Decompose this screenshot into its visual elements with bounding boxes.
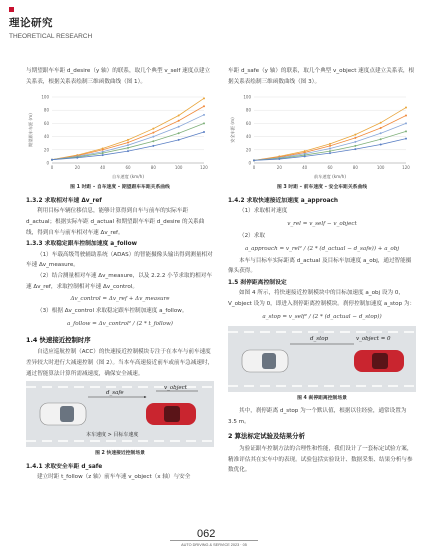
x-tick-label: 60 bbox=[125, 165, 131, 171]
paragraph: （3）根据 Δv_control 求取稳定跟车控制加速度 a_follow。 bbox=[37, 308, 188, 315]
label-v-object-zero: v_object = 0 bbox=[356, 335, 391, 342]
data-point bbox=[354, 145, 356, 147]
paragraph: 本车与目标车实际距离 d_actual 及目标车加速度 a_obj，通过智能摄像头获得。 bbox=[228, 257, 412, 275]
target-vehicle bbox=[146, 403, 196, 425]
data-point bbox=[127, 139, 129, 141]
equation bbox=[228, 217, 416, 231]
data-point bbox=[329, 143, 331, 145]
data-point bbox=[329, 145, 331, 147]
label-d-stop: d_stop bbox=[310, 335, 329, 342]
chart-3 bbox=[228, 89, 416, 181]
equation-text: Δv_control = Δv_ref + Δv_measure bbox=[70, 296, 170, 303]
x-tick-label: 100 bbox=[174, 165, 183, 171]
series-line bbox=[52, 115, 204, 160]
data-point bbox=[203, 123, 205, 125]
figure-2-road-scene bbox=[26, 381, 214, 447]
data-point bbox=[380, 138, 382, 140]
subsection-heading: 1.3.2 求取相对车速 Δv_ref bbox=[26, 197, 102, 204]
data-point bbox=[76, 157, 78, 159]
paragraph: 利用目标车辆位移信息，能够计算得到自车与前车的实际车距 d_actual；根据实际车距 d_actual 和期望跟车车距 d_desire 的关系曲线，得到自车与前车相对车速 Δv_ref。 bbox=[26, 208, 205, 236]
page-number: 062 bbox=[197, 528, 216, 540]
data-point bbox=[127, 147, 129, 149]
chart-1 bbox=[26, 89, 214, 181]
data-point bbox=[203, 131, 205, 133]
series-line bbox=[254, 124, 406, 161]
x-axis-label: 前车速度 (km/h) bbox=[314, 174, 346, 180]
equation bbox=[26, 317, 214, 331]
section-title-cn: 理论研究 bbox=[9, 17, 53, 29]
data-point bbox=[152, 140, 154, 142]
data-point bbox=[354, 148, 356, 150]
data-point bbox=[152, 136, 154, 138]
equation-text: a_stop = v_self² / (2 * (d_actual − d_stop)) bbox=[262, 313, 382, 320]
paragraph: （1）车载高级驾驶辅助系统（ADAS）的智能摄像头输出得到测量相对车速 Δv_measure。 bbox=[26, 251, 213, 269]
x-tick-label: 20 bbox=[276, 165, 282, 171]
self-vehicle bbox=[40, 403, 86, 425]
paragraph: 自适应巡航控制（ACC）的快速接近控制模块专注于在本车与前车速度差异较大时进行大减速控制（图 2）。当本车高速接近前车或前车急减速时，通过智能算法计算所需减速度，确保安全减速。 bbox=[26, 349, 214, 377]
equation bbox=[228, 242, 416, 256]
label-d-safe: d_safe bbox=[106, 390, 124, 397]
label-speed-compare: 本车速度 > 目标车速度 bbox=[86, 432, 139, 439]
x-axis-label: 自车速度 (km/h) bbox=[112, 174, 144, 180]
paragraph: （2）求取 bbox=[239, 232, 265, 239]
data-point bbox=[405, 138, 407, 140]
y-tick-label: 60 bbox=[245, 121, 251, 127]
data-point bbox=[102, 154, 104, 156]
paragraph: 车距 d_safe（y 轴）的联系，取几个典型 v_object 速度点建立关系表，根据关系表绘制三维函数曲线（图 3）。 bbox=[228, 68, 415, 85]
road-scene-4 bbox=[228, 326, 416, 392]
magazine-name: AUTO DRIVING & SERVICE 2023 · 05 bbox=[181, 543, 247, 547]
data-point bbox=[380, 132, 382, 134]
x-tick-label: 40 bbox=[302, 165, 308, 171]
y-tick-label: 40 bbox=[245, 134, 251, 140]
y-axis-label: 期望跟车车距 (m) bbox=[28, 113, 33, 148]
data-point bbox=[354, 137, 356, 139]
y-tick-label: 100 bbox=[243, 94, 251, 100]
y-tick-label: 80 bbox=[43, 107, 49, 113]
data-point bbox=[354, 141, 356, 143]
equation bbox=[26, 292, 214, 306]
figure-4-road-scene bbox=[228, 326, 416, 392]
y-tick-label: 0 bbox=[248, 160, 251, 166]
data-point bbox=[51, 159, 53, 161]
y-tick-label: 20 bbox=[43, 147, 49, 153]
figure-caption: 图 4 刹停距离控制场景 bbox=[297, 395, 347, 401]
x-tick-label: 100 bbox=[376, 165, 385, 171]
data-point bbox=[354, 134, 356, 136]
data-point bbox=[203, 114, 205, 116]
data-point bbox=[178, 132, 180, 134]
data-point bbox=[178, 139, 180, 141]
paragraph: 建立时距 t_follow（z 轴）前车车速 v_object（x 轴）与安全 bbox=[37, 474, 191, 481]
subsection-heading: 1.3.3 求取稳定跟车控制加速度 a_follow bbox=[26, 241, 137, 248]
x-tick-label: 120 bbox=[402, 165, 410, 171]
data-point bbox=[380, 144, 382, 146]
paragraph: 为验证跟车控制方法的合理性和性能，我们设计了一套标定试验方案，精准评估其在实车中的表现。试验包括实验设计、数据采集、结果分析与参数优化。 bbox=[228, 445, 413, 474]
paragraph: 其中，刹停距离 d_stop 为一个默认值，根据以往经验，通常设置为 3.5 m。 bbox=[228, 408, 407, 425]
data-point bbox=[203, 98, 205, 100]
y-tick-label: 100 bbox=[41, 94, 49, 100]
accent-square bbox=[9, 7, 14, 12]
left-column bbox=[26, 66, 214, 483]
equation-text: a_follow = Δv_control² / (2 * t_follow) bbox=[67, 320, 173, 327]
y-tick-label: 60 bbox=[43, 121, 49, 127]
data-point bbox=[102, 152, 104, 154]
data-point bbox=[405, 131, 407, 133]
x-tick-label: 20 bbox=[74, 165, 80, 171]
x-tick-label: 0 bbox=[50, 165, 54, 171]
data-point bbox=[178, 126, 180, 128]
data-point bbox=[152, 132, 154, 134]
data-point bbox=[127, 150, 129, 152]
subsection-heading: 1.5 刹停距离控制设定 bbox=[228, 279, 287, 286]
x-tick-label: 80 bbox=[150, 165, 156, 171]
figure-3 bbox=[228, 89, 416, 181]
y-tick-label: 0 bbox=[46, 160, 49, 166]
data-point bbox=[405, 107, 407, 109]
y-tick-label: 20 bbox=[245, 147, 251, 153]
paragraph: （2）结合测量相对车速 Δv_measure，以及 2.2.2 小节求取的相对车速 Δv_ref，求取控制相对车速 Δv_control。 bbox=[26, 272, 212, 290]
road-scene-2 bbox=[26, 381, 214, 447]
subsection-heading: 1.4.1 求取安全车距 d_safe bbox=[26, 463, 103, 470]
data-point bbox=[405, 123, 407, 125]
data-point bbox=[278, 158, 280, 160]
self-vehicle bbox=[242, 350, 288, 372]
stopped-vehicle bbox=[354, 350, 404, 372]
y-tick-label: 40 bbox=[43, 134, 49, 140]
data-point bbox=[127, 142, 129, 144]
figure-caption: 图 3 时距 – 前车速度 – 安全车距关系曲线 bbox=[276, 185, 368, 191]
data-point bbox=[380, 122, 382, 124]
figure-caption: 图 2 快速接近控制场景 bbox=[95, 451, 145, 457]
equation-text: v_rel = v_self − v_object bbox=[287, 220, 357, 227]
data-point bbox=[178, 120, 180, 122]
x-tick-label: 60 bbox=[327, 165, 333, 171]
section-heading: 1.4 快速接近控制时序 bbox=[26, 335, 91, 344]
y-axis-label: 安全车距 (m) bbox=[230, 117, 235, 143]
paragraph: （1）求取相对速度 bbox=[239, 208, 288, 215]
data-point bbox=[203, 105, 205, 107]
equation bbox=[228, 310, 416, 324]
data-point bbox=[152, 128, 154, 130]
x-tick-label: 40 bbox=[100, 165, 106, 171]
data-point bbox=[329, 152, 331, 154]
data-point bbox=[329, 150, 331, 152]
page-footer bbox=[0, 528, 427, 553]
equation-text: a_approach = v_rel² / (2 * (d_actual − d_safe)) + a_obj bbox=[244, 245, 400, 252]
subsection-heading: 1.4.2 求取快速接近加速度 a_approach bbox=[228, 197, 339, 204]
data-point bbox=[329, 148, 331, 150]
x-tick-label: 120 bbox=[200, 165, 208, 171]
figure-1 bbox=[26, 89, 214, 181]
data-point bbox=[102, 149, 104, 151]
figure-caption: 图 1 时距 – 自车速度 – 期望跟车车距关系曲线 bbox=[70, 185, 170, 191]
section-heading: 2 算法标定试验及结果分析 bbox=[228, 432, 305, 441]
y-tick-label: 80 bbox=[245, 107, 251, 113]
data-point bbox=[405, 115, 407, 117]
x-tick-label: 80 bbox=[352, 165, 358, 171]
label-v-object: v_object bbox=[164, 385, 187, 392]
data-point bbox=[380, 127, 382, 129]
paragraph: 如图 4 所示，将快速接近控制模块中的目标加速度 a_obj 设为 0，V_object 设为 0，即进入刹停距离控制模块。刹停控制加速度 a_stop 为： bbox=[228, 290, 416, 307]
right-column bbox=[228, 66, 416, 476]
section-title-en: THEORETICAL RESEARCH bbox=[9, 33, 93, 40]
footer-rule bbox=[170, 540, 258, 541]
page-header bbox=[0, 0, 427, 54]
data-point bbox=[152, 145, 154, 147]
paragraph: 与期望跟车车距 d_desire（y 轴）的联系，取几个典型 v_self 速度点建立关系表，根据关系表绘制三维函数曲线（图 1）。 bbox=[26, 68, 211, 85]
data-point bbox=[304, 156, 306, 158]
x-tick-label: 0 bbox=[252, 165, 256, 171]
data-point bbox=[127, 144, 129, 146]
data-point bbox=[178, 115, 180, 117]
data-point bbox=[253, 160, 255, 162]
